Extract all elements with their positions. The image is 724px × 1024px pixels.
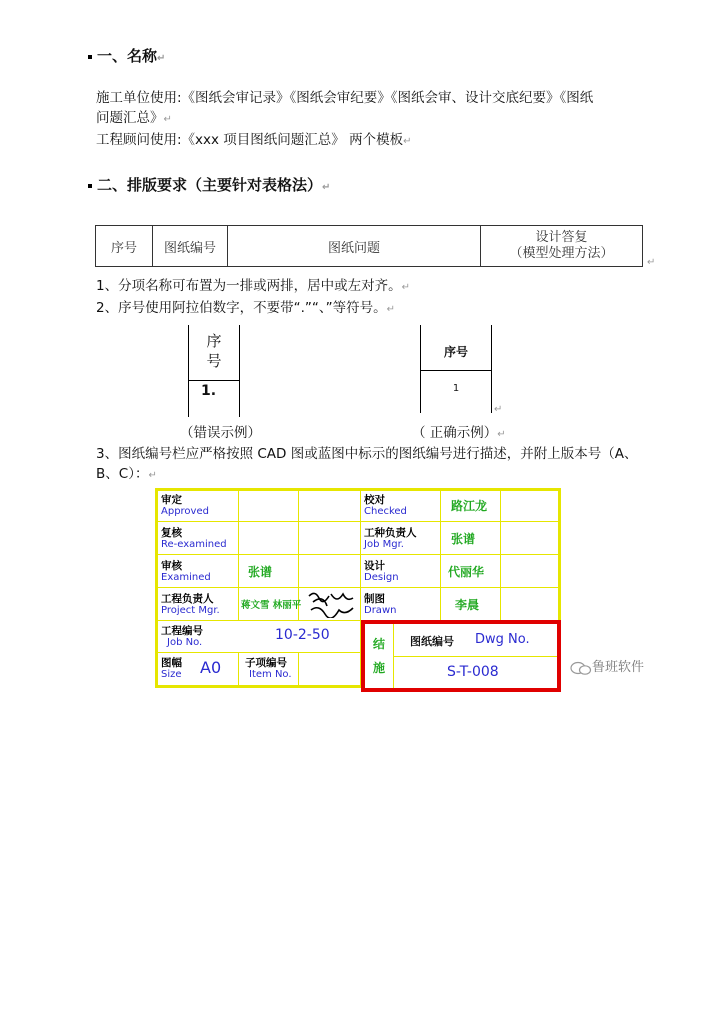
- label-cn: 制图: [364, 593, 385, 605]
- bullet-icon: [88, 184, 92, 188]
- item-label: [245, 657, 292, 681]
- wrong-example-header: [189, 325, 239, 371]
- discipline-mark: [373, 632, 385, 680]
- jobno-value: 10-2-50: [275, 627, 330, 643]
- right-example-caption-text: （ 正确示例）: [412, 425, 498, 441]
- label-cn: 校对: [364, 494, 385, 506]
- examined-label: [161, 560, 211, 584]
- paragraph-mark: ↵: [647, 257, 656, 268]
- table-header-cell: 图纸编号: [153, 226, 228, 267]
- right-example-caption: [412, 423, 506, 445]
- label-en: Checked: [364, 506, 407, 517]
- reexamined-label: [161, 527, 227, 551]
- watermark: [570, 656, 644, 675]
- paragraph-mark: ↵: [401, 282, 410, 293]
- paragraph-mark: ↵: [322, 182, 331, 193]
- label-cn: 复核: [161, 527, 182, 539]
- paragraph-mark: ↵: [403, 136, 412, 147]
- section2-heading: [88, 174, 330, 195]
- grid-line: [238, 652, 239, 688]
- wechat-icon: [570, 661, 592, 675]
- label-en: Re-examined: [161, 539, 227, 550]
- label-en: Item No.: [249, 669, 292, 680]
- label-en: Design: [364, 572, 399, 583]
- right-example-box: [420, 325, 492, 413]
- table-header-cell: 图纸问题: [228, 226, 481, 267]
- examined-name: 张谱: [248, 565, 273, 579]
- watermark-text: 鲁班软件: [592, 660, 645, 675]
- label-en: Drawn: [364, 605, 397, 616]
- grid-line: [155, 554, 561, 555]
- grid-line: [155, 587, 561, 588]
- grid-line: [155, 652, 361, 653]
- section1-heading: [88, 45, 165, 66]
- design-label: [364, 560, 399, 584]
- section1-line2: 问题汇总》: [96, 110, 164, 126]
- section1-body: [96, 88, 666, 152]
- label-cn: 工程编号: [161, 625, 203, 637]
- drawn-label: [364, 593, 396, 617]
- drawn-name: 李晨: [455, 598, 480, 612]
- rule1-text: 1、分项名称可布置为一排或两排，居中或左对齐。: [96, 278, 402, 294]
- rule2-text: 2、序号使用阿拉伯数字，不要带“.”“、”等符号。: [96, 300, 387, 316]
- jobno-label: [161, 625, 203, 649]
- section2-heading-text: 二、排版要求（主要针对表格法）: [97, 176, 323, 194]
- label-en: Project Mgr.: [161, 605, 220, 616]
- size-label: [161, 657, 182, 681]
- label-en: Approved: [161, 506, 209, 517]
- label-en: Job No.: [167, 637, 203, 648]
- label-cn: 审定: [161, 494, 182, 506]
- checked-name: 路江龙: [451, 499, 488, 513]
- label-en: Job Mgr.: [364, 539, 404, 550]
- label-cn: 工种负责人: [364, 527, 417, 539]
- paragraph-mark: ↵: [148, 470, 157, 481]
- dwg-no-value: S-T-008: [447, 664, 499, 680]
- right-example-header: 序号: [443, 345, 468, 359]
- wrong-example-char: 号: [206, 352, 222, 370]
- wrong-example-divider: [189, 380, 239, 381]
- table-header-line: （模型处理方法）: [509, 246, 614, 261]
- table-header-line: 设计答复: [535, 230, 588, 245]
- paragraph-mark: ↵: [163, 114, 172, 125]
- paragraph-mark: ↵: [494, 404, 503, 415]
- grid-line: [393, 656, 557, 657]
- discipline-char: 施: [373, 661, 386, 675]
- section1-line1: 施工单位使用:《图纸会审记录》《图纸会审纪要》《图纸会审、设计交底纪要》《图纸: [96, 90, 594, 106]
- dwg-no-label-en: Dwg No.: [475, 632, 530, 647]
- checked-label: [364, 494, 407, 518]
- section1-heading-text: 一、名称: [97, 47, 158, 65]
- dwg-no-highlight: [361, 620, 561, 692]
- pm-label: [161, 593, 220, 617]
- rule3: [96, 444, 676, 486]
- paragraph-mark: ↵: [157, 53, 166, 64]
- header-template-table: [95, 225, 643, 267]
- wrong-example-caption: （错误示例）: [180, 425, 261, 441]
- frame-line: [155, 488, 158, 688]
- grid-line: [155, 521, 561, 522]
- jobmgr-name: 张谱: [451, 532, 476, 546]
- wrong-example-char: 序: [206, 332, 222, 350]
- grid-line: [298, 652, 299, 688]
- approved-label: [161, 494, 209, 518]
- bullet-icon: [88, 55, 92, 59]
- size-value: A0: [200, 658, 222, 677]
- table-header-cell: 序号: [96, 226, 153, 267]
- section1-line3: 工程顾问使用:《xxx 项目图纸问题汇总》 两个模板: [96, 132, 404, 148]
- rules-1-2: [96, 276, 676, 320]
- signature-icon: [305, 588, 357, 618]
- label-en: Size: [161, 669, 182, 680]
- label-cn: 工程负责人: [161, 593, 214, 605]
- label-en: Examined: [161, 572, 211, 583]
- pm-name: 蒋文雪 林丽平: [241, 600, 302, 611]
- design-name: 代丽华: [448, 565, 485, 579]
- rule3-line2: B、C）：: [96, 466, 149, 482]
- dwg-no-label-cn: 图纸编号: [410, 635, 454, 648]
- discipline-char: 结: [373, 637, 386, 651]
- table-header-cell: [481, 226, 643, 267]
- paragraph-mark: ↵: [497, 429, 506, 440]
- label-cn: 审核: [161, 560, 182, 572]
- right-example-divider: [421, 370, 491, 371]
- label-cn: 图幅: [161, 657, 182, 669]
- wrong-example-box: [188, 325, 240, 417]
- label-cn: 设计: [364, 560, 385, 572]
- wrong-example-value: 1.: [201, 383, 217, 399]
- right-example-value: 1: [452, 383, 460, 394]
- paragraph-mark: ↵: [386, 304, 395, 315]
- rule3-line1: 3、图纸编号栏应严格按照 CAD 图或蓝图中标示的图纸编号进行描述，并附上版本号（A、: [96, 446, 638, 462]
- jobmgr-label: [364, 527, 417, 551]
- label-cn: 子项编号: [245, 657, 287, 669]
